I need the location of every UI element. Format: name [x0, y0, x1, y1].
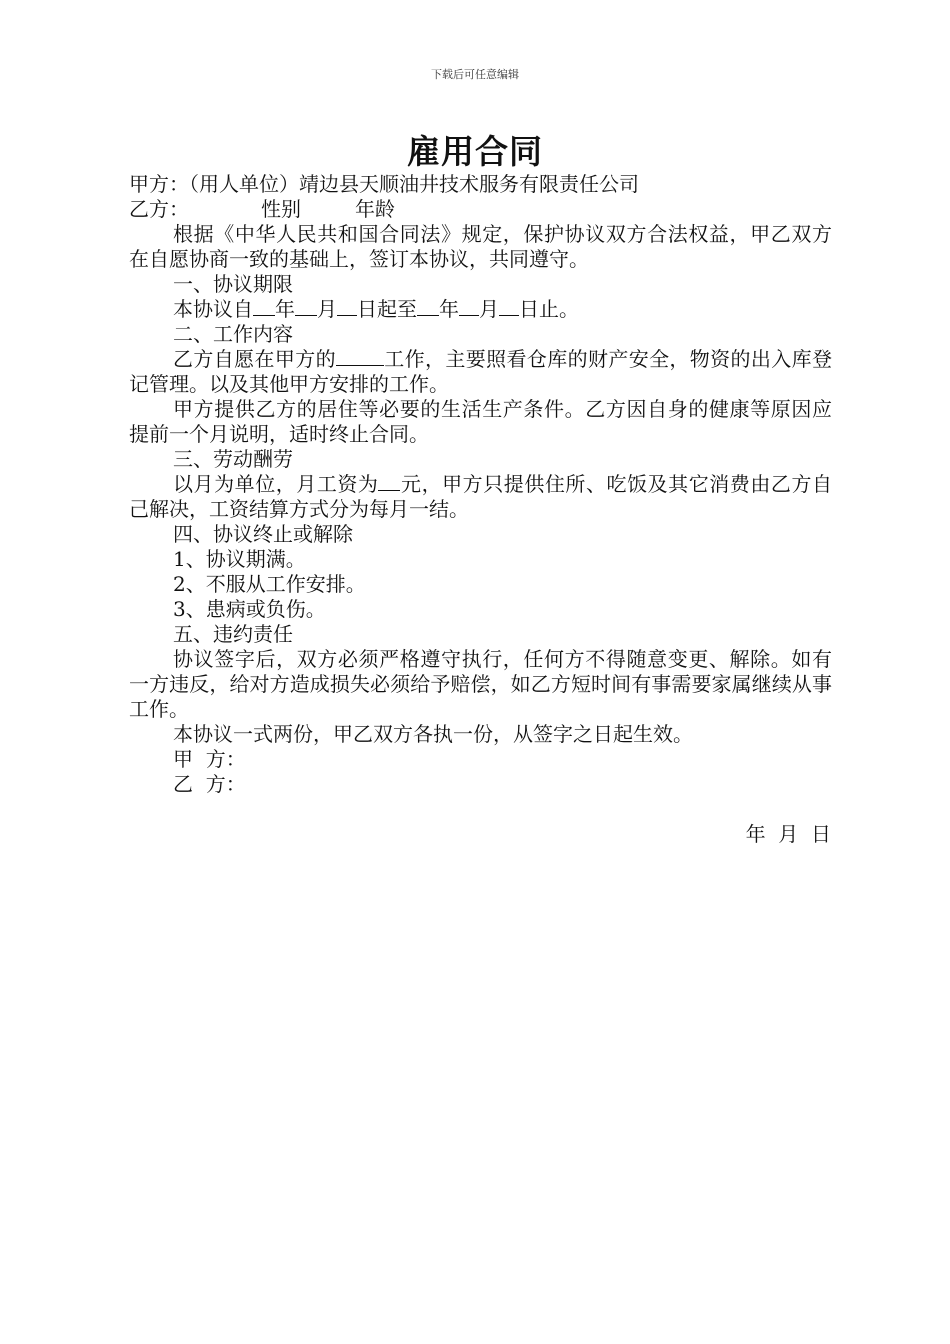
document-title: 雇用合同 [407, 132, 543, 171]
blank-salary[interactable] [378, 472, 400, 491]
section-1-heading: 一、协议期限 [173, 272, 293, 296]
section-5-heading: 五、违约责任 [173, 622, 293, 646]
blank-start-day[interactable] [337, 297, 357, 316]
header-note: 下载后可任意编辑 [431, 68, 519, 81]
section-4-heading: 四、协议终止或解除 [173, 522, 353, 546]
blank-start-month[interactable] [295, 297, 317, 316]
document-body [129, 172, 832, 797]
signature-party-a: 甲 方： [173, 747, 246, 771]
blank-end-month[interactable] [459, 297, 479, 316]
party-b-label: 乙方： [129, 197, 189, 221]
closing-statement: 本协议一式两份，甲乙双方各执一份，从签字之日起生效。 [173, 722, 693, 746]
blank-end-day[interactable] [499, 297, 519, 316]
party-a-line: 甲方：（用人单位）靖边县天顺油井技术服务有限责任公司 [129, 172, 639, 196]
section-3-heading: 三、劳动酬劳 [173, 447, 293, 471]
section-1-term: 本协议自 年 月 日起至 年 月 日止。 [173, 297, 579, 321]
party-b-age: 年龄 [355, 197, 395, 221]
section-2-heading: 二、工作内容 [173, 322, 293, 346]
intro-paragraph: 根据《中华人民共和国合同法》规定，保护协议双方合法权益，甲乙双方在自愿协商一致的基础上，签订本协议，共同遵守。 [129, 222, 832, 271]
section-4-item: 3、患病或负伤。 [173, 597, 326, 621]
party-b-gender: 性别 [261, 197, 301, 221]
section-5-paragraph: 协议签字后，双方必须严格遵守执行，任何方不得随意变更、解除。如有一方违反，给对方造成损失必须给予赔偿，如乙方短时间有事需要家属继续从事工作。 [129, 647, 832, 721]
section-2-paragraph-1: 乙方自愿在甲方的 工作，主要照看仓库的财产安全，物资的出入库登记管理。以及其他甲方安排的工作。 [129, 347, 833, 396]
blank-end-year[interactable] [417, 297, 439, 316]
signature-date: 年 月 日 [745, 822, 831, 846]
section-4-item: 2、不服从工作安排。 [173, 572, 366, 596]
section-4-item: 1、协议期满。 [173, 547, 306, 571]
blank-start-year[interactable] [253, 297, 275, 316]
blank-workplace[interactable] [336, 347, 384, 366]
section-2-paragraph-2: 甲方提供乙方的居住等必要的生活生产条件。乙方因自身的健康等原因应提前一个月说明，适时终止合同。 [129, 397, 832, 446]
party-b-line [129, 197, 832, 222]
signature-party-b: 乙 方： [173, 772, 246, 796]
section-3-paragraph: 以月为单位，月工资为 元，甲方只提供住所、吃饭及其它消费由乙方自己解决，工资结算方式分为每月一结。 [129, 472, 833, 521]
